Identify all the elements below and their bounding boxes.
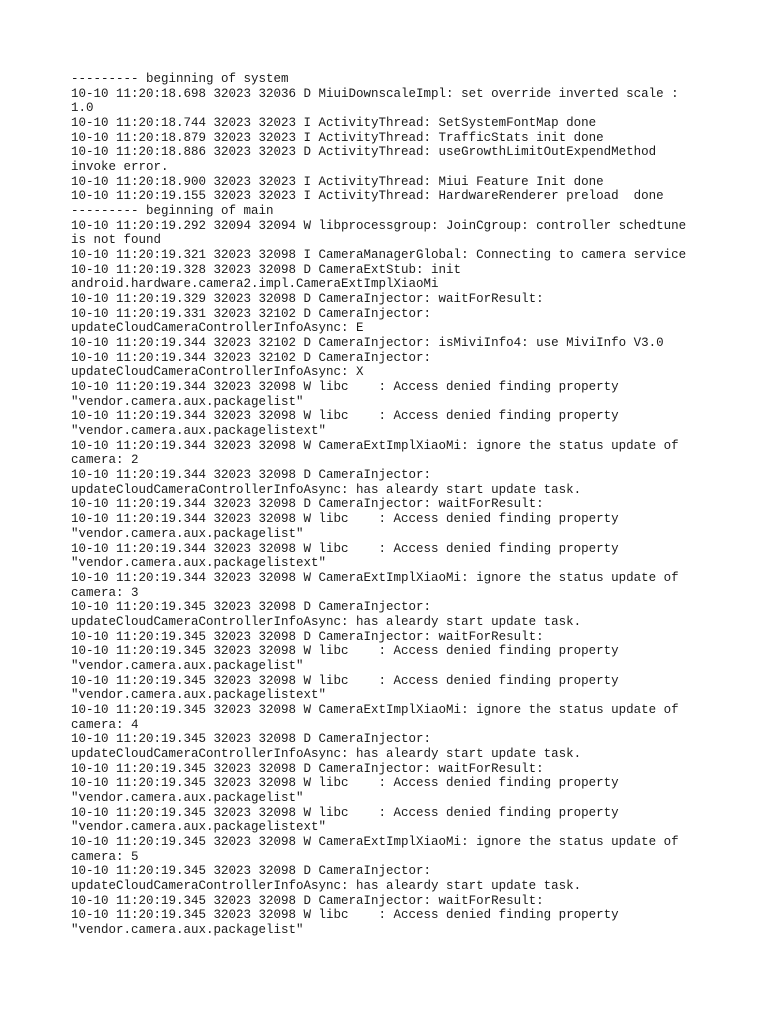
log-line: "vendor.camera.aux.packagelist" — [71, 922, 304, 937]
log-line: 10-10 11:20:19.344 32023 32098 W libc : Access denied finding property — [71, 541, 619, 556]
log-line: invoke error. — [71, 160, 169, 175]
log-line: 10-10 11:20:19.344 32023 32098 W libc : Access denied finding property — [71, 409, 619, 424]
log-line: camera: 4 — [71, 717, 139, 732]
log-line: --------- beginning of system — [71, 72, 289, 86]
log-line: 10-10 11:20:19.345 32023 32098 D CameraInjector: — [71, 732, 432, 747]
log-line: 10-10 11:20:19.345 32023 32098 W libc : Access denied finding property — [71, 908, 619, 923]
log-line: updateCloudCameraControllerInfoAsync: has aleardy start update task. — [71, 878, 582, 893]
log-line: 10-10 11:20:19.345 32023 32098 D CameraInjector: — [71, 600, 432, 615]
log-line: updateCloudCameraControllerInfoAsync: has aleardy start update task. — [71, 482, 582, 497]
log-line: 10-10 11:20:19.328 32023 32098 D CameraExtStub: init — [71, 262, 462, 277]
log-line: updateCloudCameraControllerInfoAsync: has aleardy start update task. — [71, 746, 582, 761]
log-line: camera: 3 — [71, 585, 139, 600]
log-line: 10-10 11:20:18.900 32023 32023 I ActivityThread: Miui Feature Init done — [71, 174, 604, 189]
log-line: 10-10 11:20:19.345 32023 32098 D CameraInjector: waitForResult: — [71, 761, 544, 776]
log-line: 10-10 11:20:19.345 32023 32098 W libc : Access denied finding property — [71, 805, 619, 820]
log-line: 10-10 11:20:19.345 32023 32098 W libc : Access denied finding property — [71, 776, 619, 791]
log-line: android.hardware.camera2.impl.CameraExtImplXiaoMi — [71, 277, 439, 292]
log-line: "vendor.camera.aux.packagelistext" — [71, 820, 327, 835]
log-line: 10-10 11:20:19.344 32023 32098 W CameraExtImplXiaoMi: ignore the status update of — [71, 438, 679, 453]
log-line: "vendor.camera.aux.packagelist" — [71, 394, 304, 409]
log-line: 10-10 11:20:19.345 32023 32098 W CameraExtImplXiaoMi: ignore the status update of — [71, 834, 679, 849]
log-line: 10-10 11:20:19.292 32094 32094 W libprocessgroup: JoinCgroup: controller schedtune — [71, 218, 687, 233]
log-line: 10-10 11:20:18.744 32023 32023 I ActivityThread: SetSystemFontMap done — [71, 116, 597, 131]
log-line: 10-10 11:20:19.344 32023 32102 D CameraInjector: — [71, 350, 432, 365]
log-line: "vendor.camera.aux.packagelist" — [71, 526, 304, 541]
log-line: updateCloudCameraControllerInfoAsync: E — [71, 321, 364, 336]
log-line: 10-10 11:20:19.344 32023 32098 W libc : Access denied finding property — [71, 512, 619, 527]
log-line: 10-10 11:20:19.331 32023 32102 D CameraInjector: — [71, 306, 432, 321]
log-line: 10-10 11:20:19.344 32023 32098 W CameraExtImplXiaoMi: ignore the status update of — [71, 570, 679, 585]
log-line: 1.0 — [71, 101, 94, 116]
log-line: 10-10 11:20:19.329 32023 32098 D CameraInjector: waitForResult: — [71, 292, 544, 307]
log-line: 10-10 11:20:19.321 32023 32098 I CameraManagerGlobal: Connecting to camera service — [71, 248, 687, 263]
log-line: "vendor.camera.aux.packagelistext" — [71, 556, 327, 571]
log-line: 10-10 11:20:19.345 32023 32098 D CameraInjector: — [71, 864, 432, 879]
log-line: 10-10 11:20:19.344 32023 32098 D CameraInjector: waitForResult: — [71, 497, 544, 512]
log-line: updateCloudCameraControllerInfoAsync: X — [71, 365, 364, 380]
log-line: camera: 5 — [71, 849, 139, 864]
log-line: "vendor.camera.aux.packagelistext" — [71, 688, 327, 703]
log-line: is not found — [71, 233, 162, 248]
log-line: 10-10 11:20:19.344 32023 32102 D CameraInjector: isMiviInfo4: use MiviInfo V3.0 — [71, 336, 664, 351]
log-line: 10-10 11:20:19.345 32023 32098 W CameraExtImplXiaoMi: ignore the status update of — [71, 702, 679, 717]
log-line: 10-10 11:20:18.886 32023 32023 D ActivityThread: useGrowthLimitOutExpendMethod — [71, 145, 657, 160]
log-line: "vendor.camera.aux.packagelist" — [71, 658, 304, 673]
log-line: 10-10 11:20:19.344 32023 32098 W libc : Access denied finding property — [71, 380, 619, 395]
log-line: "vendor.camera.aux.packagelistext" — [71, 424, 327, 439]
log-line: camera: 2 — [71, 453, 139, 468]
log-line: updateCloudCameraControllerInfoAsync: has aleardy start update task. — [71, 614, 582, 629]
log-text — [71, 72, 696, 938]
log-line: 10-10 11:20:18.879 32023 32023 I ActivityThread: TrafficStats init done — [71, 130, 604, 145]
log-line: 10-10 11:20:19.155 32023 32023 I ActivityThread: HardwareRenderer preload done — [71, 189, 664, 204]
log-line: 10-10 11:20:19.345 32023 32098 D CameraInjector: waitForResult: — [71, 629, 544, 644]
log-line: 10-10 11:20:19.345 32023 32098 D CameraInjector: waitForResult: — [71, 893, 544, 908]
log-line: 10-10 11:20:19.345 32023 32098 W libc : Access denied finding property — [71, 644, 619, 659]
log-line: 10-10 11:20:18.698 32023 32036 D MiuiDownscaleImpl: set override inverted scale : — [71, 86, 679, 101]
log-line: --------- beginning of main — [71, 204, 274, 219]
log-line: "vendor.camera.aux.packagelist" — [71, 790, 304, 805]
log-line: 10-10 11:20:19.345 32023 32098 W libc : Access denied finding property — [71, 673, 619, 688]
log-line: 10-10 11:20:19.344 32023 32098 D CameraInjector: — [71, 468, 432, 483]
